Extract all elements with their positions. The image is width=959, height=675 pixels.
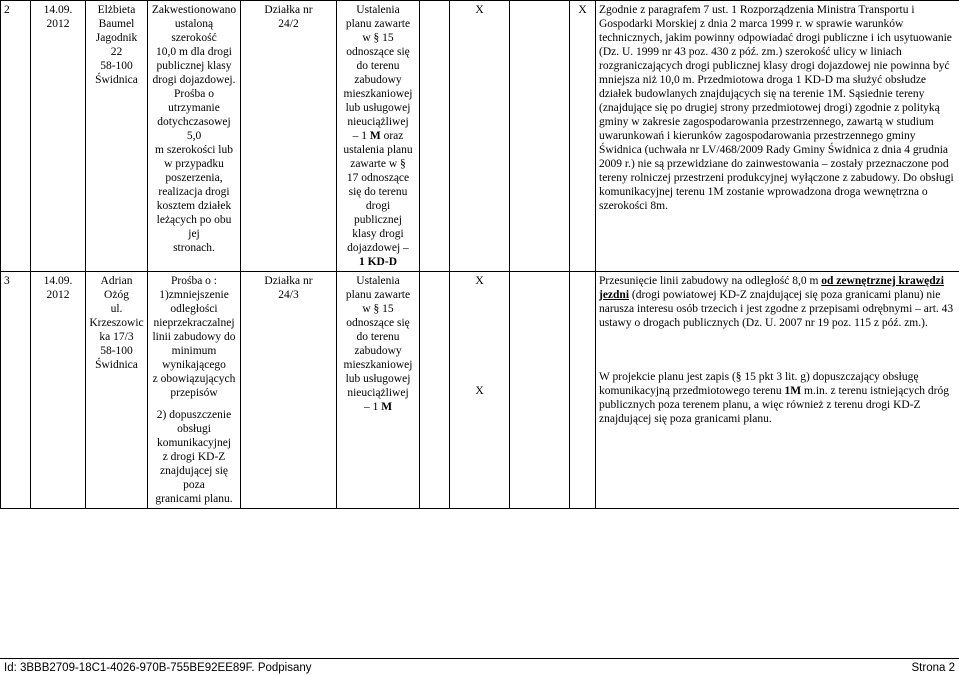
name-cell xyxy=(86,1,148,272)
content-text-2: 2) dopuszczenie obsługi komunikacyjnej z drogi KD-Z znajdującej się poza granicami planu. xyxy=(155,409,233,505)
content-text-1: Prośba o : 1)zmniejszenie odległości nieprzekraczalnej linii zabudowy do minimum wynikającego z obowiązujących przepisów xyxy=(152,275,236,399)
date-text: 14.09. 2012 xyxy=(43,4,73,30)
justification-a-pre: Przesunięcie linii zabudowy na odległość 8,0 m xyxy=(599,275,822,287)
table-row xyxy=(1,1,959,272)
col9-cell xyxy=(510,272,570,509)
lp-cell: 2 xyxy=(1,1,31,272)
justification-b xyxy=(599,370,956,426)
name-text: Elżbieta Baumel Jagodnik 22 58-100 Świdnica xyxy=(95,4,138,86)
provisions-cell xyxy=(337,272,420,509)
plot-cell xyxy=(241,272,337,509)
document-id: Id: 3BBB2709-18C1-4026-970B-755BE92EE89F. Podpisany xyxy=(4,662,312,674)
content-text: Zakwestionowano ustaloną szerokość 10,0 m dla drogi publicznej klasy drogi dojazdowej. Prośba o utrzymanie dotychczasowej 5,0 m szerokości lub w przypadku poszerzenia, realizacja drogi kosztem działek leżących po obu jej stronach. xyxy=(151,4,237,254)
provisions-text-1: Ustalenia planu zawarte w § 15 odnoszące się do terenu zabudowy mieszkaniowej lub usługowej nieuciążliwej – 1 xyxy=(343,4,413,142)
justification-b-bold: 1M xyxy=(784,385,802,397)
name-text: Adrian Ożóg ul. Krzeszowic ka 17/3 58-100 Świdnica xyxy=(89,275,144,371)
content-cell xyxy=(148,1,241,272)
col8-cell xyxy=(450,272,510,509)
date-cell xyxy=(31,272,86,509)
provisions-bold-1: M xyxy=(369,130,381,142)
justification-cell xyxy=(596,272,959,509)
date-cell xyxy=(31,1,86,272)
date-text: 14.09. 2012 xyxy=(43,275,73,301)
plot-text: Działka nr 24/2 xyxy=(264,4,313,30)
col9-cell xyxy=(510,1,570,272)
plot-cell xyxy=(241,1,337,272)
footer-divider xyxy=(0,658,959,659)
justification-a-post: (drogi powiatowej KD-Z znajdującej się poza granicami planu) nie narusza interesu osób trzecich i jest zgodne z przepisami odrębnymi – art. 43 ustawy o drogach publicznych (Dz. U. 2007 nr 19 poz. 115 z póź. zm.). xyxy=(599,289,954,329)
justification-b-pre: W projekcie planu jest zapis (§ 15 pkt 3 lit. g) dopuszczający obsługę komunikacyjną przedmiotowego terenu xyxy=(599,371,919,397)
page-number: Strona 2 xyxy=(911,662,955,674)
col8-cell: X xyxy=(450,1,510,272)
name-cell xyxy=(86,272,148,509)
provisions-bold-1: M xyxy=(381,401,393,413)
provisions-text-2: oraz ustalenia planu zawarte w § 17 odnoszące się do terenu drogi publicznej klasy drogi dojazdowej – xyxy=(343,130,413,254)
table-row xyxy=(1,272,959,509)
provisions-cell xyxy=(337,1,420,272)
lp-cell: 3 xyxy=(1,272,31,509)
col8-mark-a: X xyxy=(475,275,484,287)
justification-cell: Zgodnie z paragrafem 7 ust. 1 Rozporządzenia Ministra Transportu i Gospodarki Morskiej z dnia 2 marca 1999 r. w sprawie warunków technicznych, jakim powinny odpowiadać drogi publiczne i ich usytuowanie (Dz. U. 1999 nr 43 poz. 430 z póź. zm.) szerokość ulicy w liniach rozgraniczających drogi publicznej klasy drogi dojazdowej nie powinna być mniejsza niż 10,0 m. Przedmiotowa droga 1 KD-D ma służyć obsłudze działek budowlanych znajdujących się na terenie 1M. Sąsiednie tereny (znajdujące się po drugiej strony przedmiotowej drogi) zgodnie z polityką gminy w zakresie zagospodarowania przestrzennego, zawartą w studium uwarunkowań i kierunków zagospodarowania przestrzennego gminy Świdnica (uchwała nr LV/468/2009 Rady Gminy Świdnica z dnia 4 grudnia 2009 r.) nie są przewidziane do zainwestowania – zostały przeznaczone pod tereny rolniczej przestrzeni produkcyjnej wyłączone z zabudowy. Do obsługi komunikacyjnej terenu 1M zostanie wprowadzona droga wewnętrzna o szerokości 8m. xyxy=(596,1,959,272)
col7-cell xyxy=(420,1,450,272)
justification-a xyxy=(599,274,956,330)
provisions-text-1: Ustalenia planu zawarte w § 15 odnoszące się do terenu zabudowy mieszkaniowej lub usługowej nieuciążliwej – 1 xyxy=(343,275,413,413)
col8-mark-b: X xyxy=(475,385,484,397)
content-cell xyxy=(148,272,241,509)
justification-b-post: m.in. z terenu istniejących dróg publicznych poza terenem planu, a więc również z terenu drogi KD-Z znajdującej się poza granicami planu. xyxy=(599,385,950,425)
plot-text: Działka nr 24/3 xyxy=(264,275,313,301)
col10-cell: X xyxy=(570,1,596,272)
col7-cell xyxy=(420,272,450,509)
provisions-bold-2: 1 KD-D xyxy=(358,256,397,268)
col10-cell xyxy=(570,272,596,509)
justification-a-bold: od zewnętrznej krawędzi jezdni xyxy=(599,275,944,301)
